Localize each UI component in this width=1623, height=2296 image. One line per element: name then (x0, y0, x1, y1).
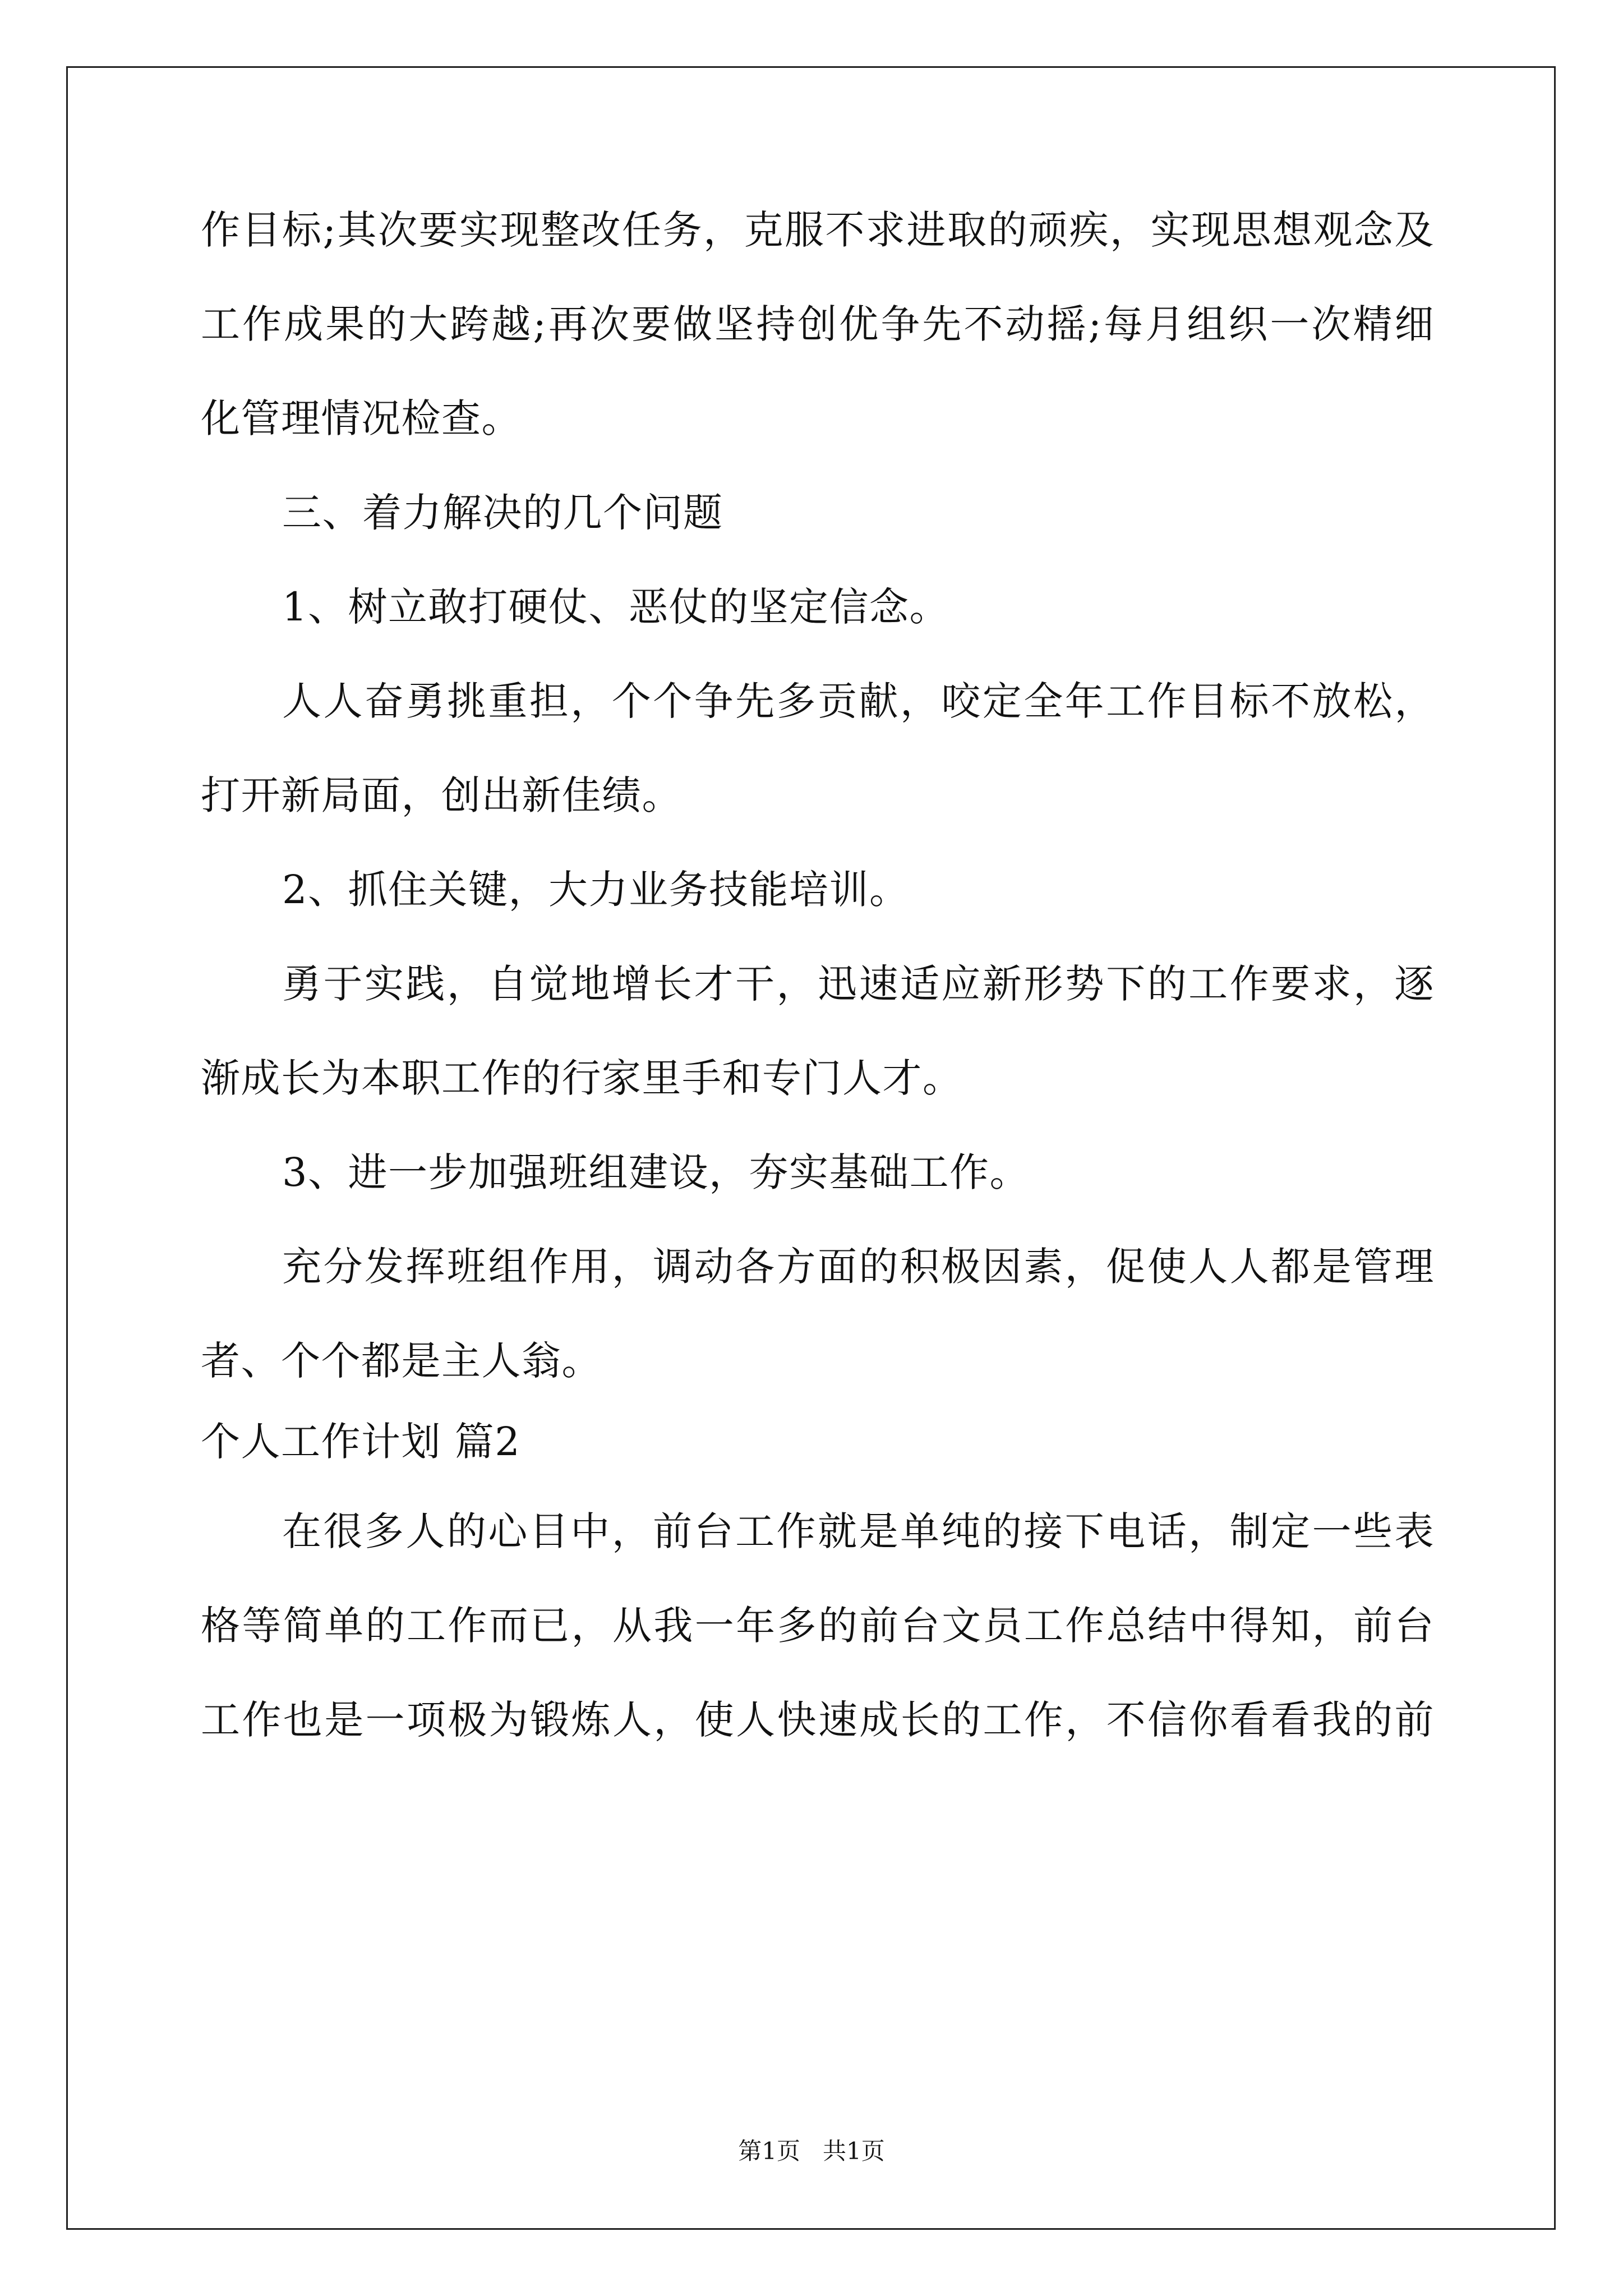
text-line-6: 人人奋勇挑重担，个个争先多贡献，咬定全年工作目标不放松， (282, 678, 1435, 724)
text-line-15: 在很多人的心目中，前台工作就是单纯的接下电话，制定一些表 (282, 1508, 1435, 1554)
article-heading: 个人工作计划 篇2 (201, 1419, 521, 1465)
page-number-footer: 第1页 共1页 (738, 2137, 885, 2165)
section-heading: 三、着力解决的几个问题 (282, 490, 723, 536)
list-item-1-title: 1、树立敢打硬仗、恶仗的坚定信念。 (282, 584, 950, 630)
text-line-10: 渐成长为本职工作的行家里手和专门人才。 (201, 1055, 963, 1101)
text-line-17: 工作也是一项极为锻炼人，使人快速成长的工作，不信你看看我的前 (201, 1697, 1435, 1743)
text-line-7: 打开新局面，创出新佳绩。 (201, 772, 682, 818)
text-line-2: 工作成果的大跨越;再次要做坚持创优争先不动摇;每月组织一次精细 (201, 301, 1435, 347)
text-line-12: 充分发挥班组作用，调动各方面的积极因素，促使人人都是管理 (282, 1244, 1435, 1290)
text-line-3: 化管理情况检查。 (201, 395, 522, 441)
text-line-1: 作目标;其次要实现整改任务，克服不求进取的顽疾，实现思想观念及 (201, 207, 1435, 253)
text-line-16: 格等简单的工作而已，从我一年多的前台文员工作总结中得知，前台 (201, 1603, 1435, 1649)
list-item-3-title: 3、进一步加强班组建设，夯实基础工作。 (282, 1149, 1030, 1195)
list-item-2-title: 2、抓住关键，大力业务技能培训。 (282, 867, 910, 913)
text-line-13: 者、个个都是主人翁。 (201, 1338, 602, 1384)
text-line-9: 勇于实践，自觉地增长才干，迅速适应新形势下的工作要求，逐 (282, 961, 1435, 1007)
